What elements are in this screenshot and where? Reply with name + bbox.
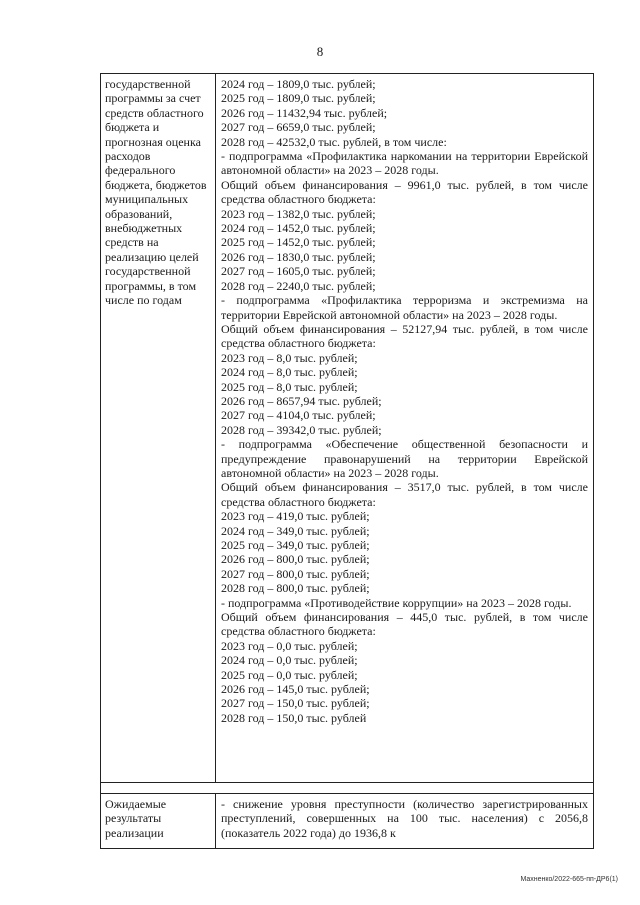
year-amount-line: 2023 год – 419,0 тыс. рублей; <box>221 509 370 524</box>
subprogram-total: Общий объем финансирования – 3517,0 тыс. рублей, в том числе средства областного бюджета: <box>221 480 588 509</box>
row-label: Ожидаемые результаты реализации <box>101 794 216 848</box>
year-amount-line: 2025 год – 349,0 тыс. рублей; <box>221 538 370 552</box>
subprogram-title: - подпрограмма «Обеспечение общественной безопасности и предупреждение правонарушений на территории Еврейской автономной области» на 2023 – 2028 годы. <box>221 437 588 480</box>
year-amount-line: 2025 год – 8,0 тыс. рублей; <box>221 379 358 394</box>
subprogram-total: Общий объем финансирования – 52127,94 тыс. рублей, в том числе средства областного бюджета: <box>221 321 588 351</box>
year-amount-line: 2028 год – 800,0 тыс. рублей; <box>221 581 370 596</box>
subprogram-title: - подпрограмма «Противодействие коррупции» на 2023 – 2028 годы. <box>221 595 572 610</box>
year-amount-line: 2024 год – 0,0 тыс. рублей; <box>221 653 358 668</box>
document-footer: Мaxненко/2022-665-пп-ДР6(1) <box>520 876 618 883</box>
passport-table <box>100 73 594 849</box>
year-amount-line: 2026 год – 11432,94 тыс. рублей; <box>221 105 388 120</box>
year-amount-line: 2027 год – 4104,0 тыс. рублей; <box>221 408 376 423</box>
year-amount-line: 2023 год – 0,0 тыс. рублей; <box>221 638 358 653</box>
year-amount-line: 2028 год – 150,0 тыс. рублей <box>221 710 367 725</box>
year-amount-line: 2024 год – 8,0 тыс. рублей; <box>221 365 358 380</box>
row-content <box>216 74 593 782</box>
year-amount-line: 2028 год – 39342,0 тыс. рублей; <box>221 422 382 437</box>
year-amount-line: 2023 год – 1382,0 тыс. рублей; <box>221 206 376 221</box>
row-label: государственной программы за счет средств областного бюджета и прогнозная оценка расходов федерального бюджета, бюджетов муниципальных образований, внебюджетных средств на реализацию целей государственной программы, в том числе по годам <box>101 74 216 782</box>
year-amount-line: 2026 год – 145,0 тыс. рублей; <box>221 682 370 697</box>
year-amount-line: 2028 год – 2240,0 тыс. рублей; <box>221 278 376 293</box>
subprogram-total: Общий объем финансирования – 9961,0 тыс. рублей, в том числе средства областного бюджета: <box>221 177 588 207</box>
year-amount-line: 2027 год – 150,0 тыс. рублей; <box>221 696 370 711</box>
year-amount-line: 2024 год – 1809,0 тыс. рублей; <box>221 77 376 91</box>
year-amount-line: 2024 год – 1452,0 тыс. рублей; <box>221 221 376 236</box>
year-amount-line: 2027 год – 800,0 тыс. рублей; <box>221 566 370 581</box>
page-number: 8 <box>316 44 324 59</box>
year-amount-line: 2025 год – 0,0 тыс. рублей; <box>221 667 358 682</box>
row-content: - снижение уровня преступности (количество зарегистрированных преступлений, совершенных на 100 тыс. населения) с 2056,8 (показатель 2022 года) до 1936,8 к <box>221 797 588 840</box>
year-amount-line: 2027 год – 6659,0 тыс. рублей; <box>221 120 376 135</box>
year-amount-line: 2026 год – 8657,94 тыс. рублей; <box>221 393 382 408</box>
year-amount-line: 2026 год – 800,0 тыс. рублей; <box>221 552 370 567</box>
row-gap <box>101 782 593 793</box>
year-amount-line: 2025 год – 1452,0 тыс. рублей; <box>221 235 376 250</box>
subprogram-total: Общий объем финансирования – 445,0 тыс. рублей, в том числе средства областного бюджета: <box>221 610 588 639</box>
table-row <box>101 74 593 782</box>
subprogram-title: - подпрограмма «Профилактика наркомании на территории Еврейской автономной области» на 2023 – 2028 годы. <box>221 149 588 178</box>
year-amount-line: 2026 год – 1830,0 тыс. рублей; <box>221 249 376 264</box>
year-amount-line: 2027 год – 1605,0 тыс. рублей; <box>221 264 376 279</box>
year-amount-line: 2025 год – 1809,0 тыс. рублей; <box>221 91 376 106</box>
year-amount-line: 2023 год – 8,0 тыс. рублей; <box>221 350 358 365</box>
year-amount-line: 2028 год – 42532,0 тыс. рублей, в том числе: <box>221 134 447 149</box>
subprogram-title: - подпрограмма «Профилактика терроризма и экстремизма на территории Еврейской автономной области» на 2023 – 2028 годы. <box>221 293 588 322</box>
year-amount-line: 2024 год – 349,0 тыс. рублей; <box>221 523 370 538</box>
table-row <box>101 793 593 848</box>
